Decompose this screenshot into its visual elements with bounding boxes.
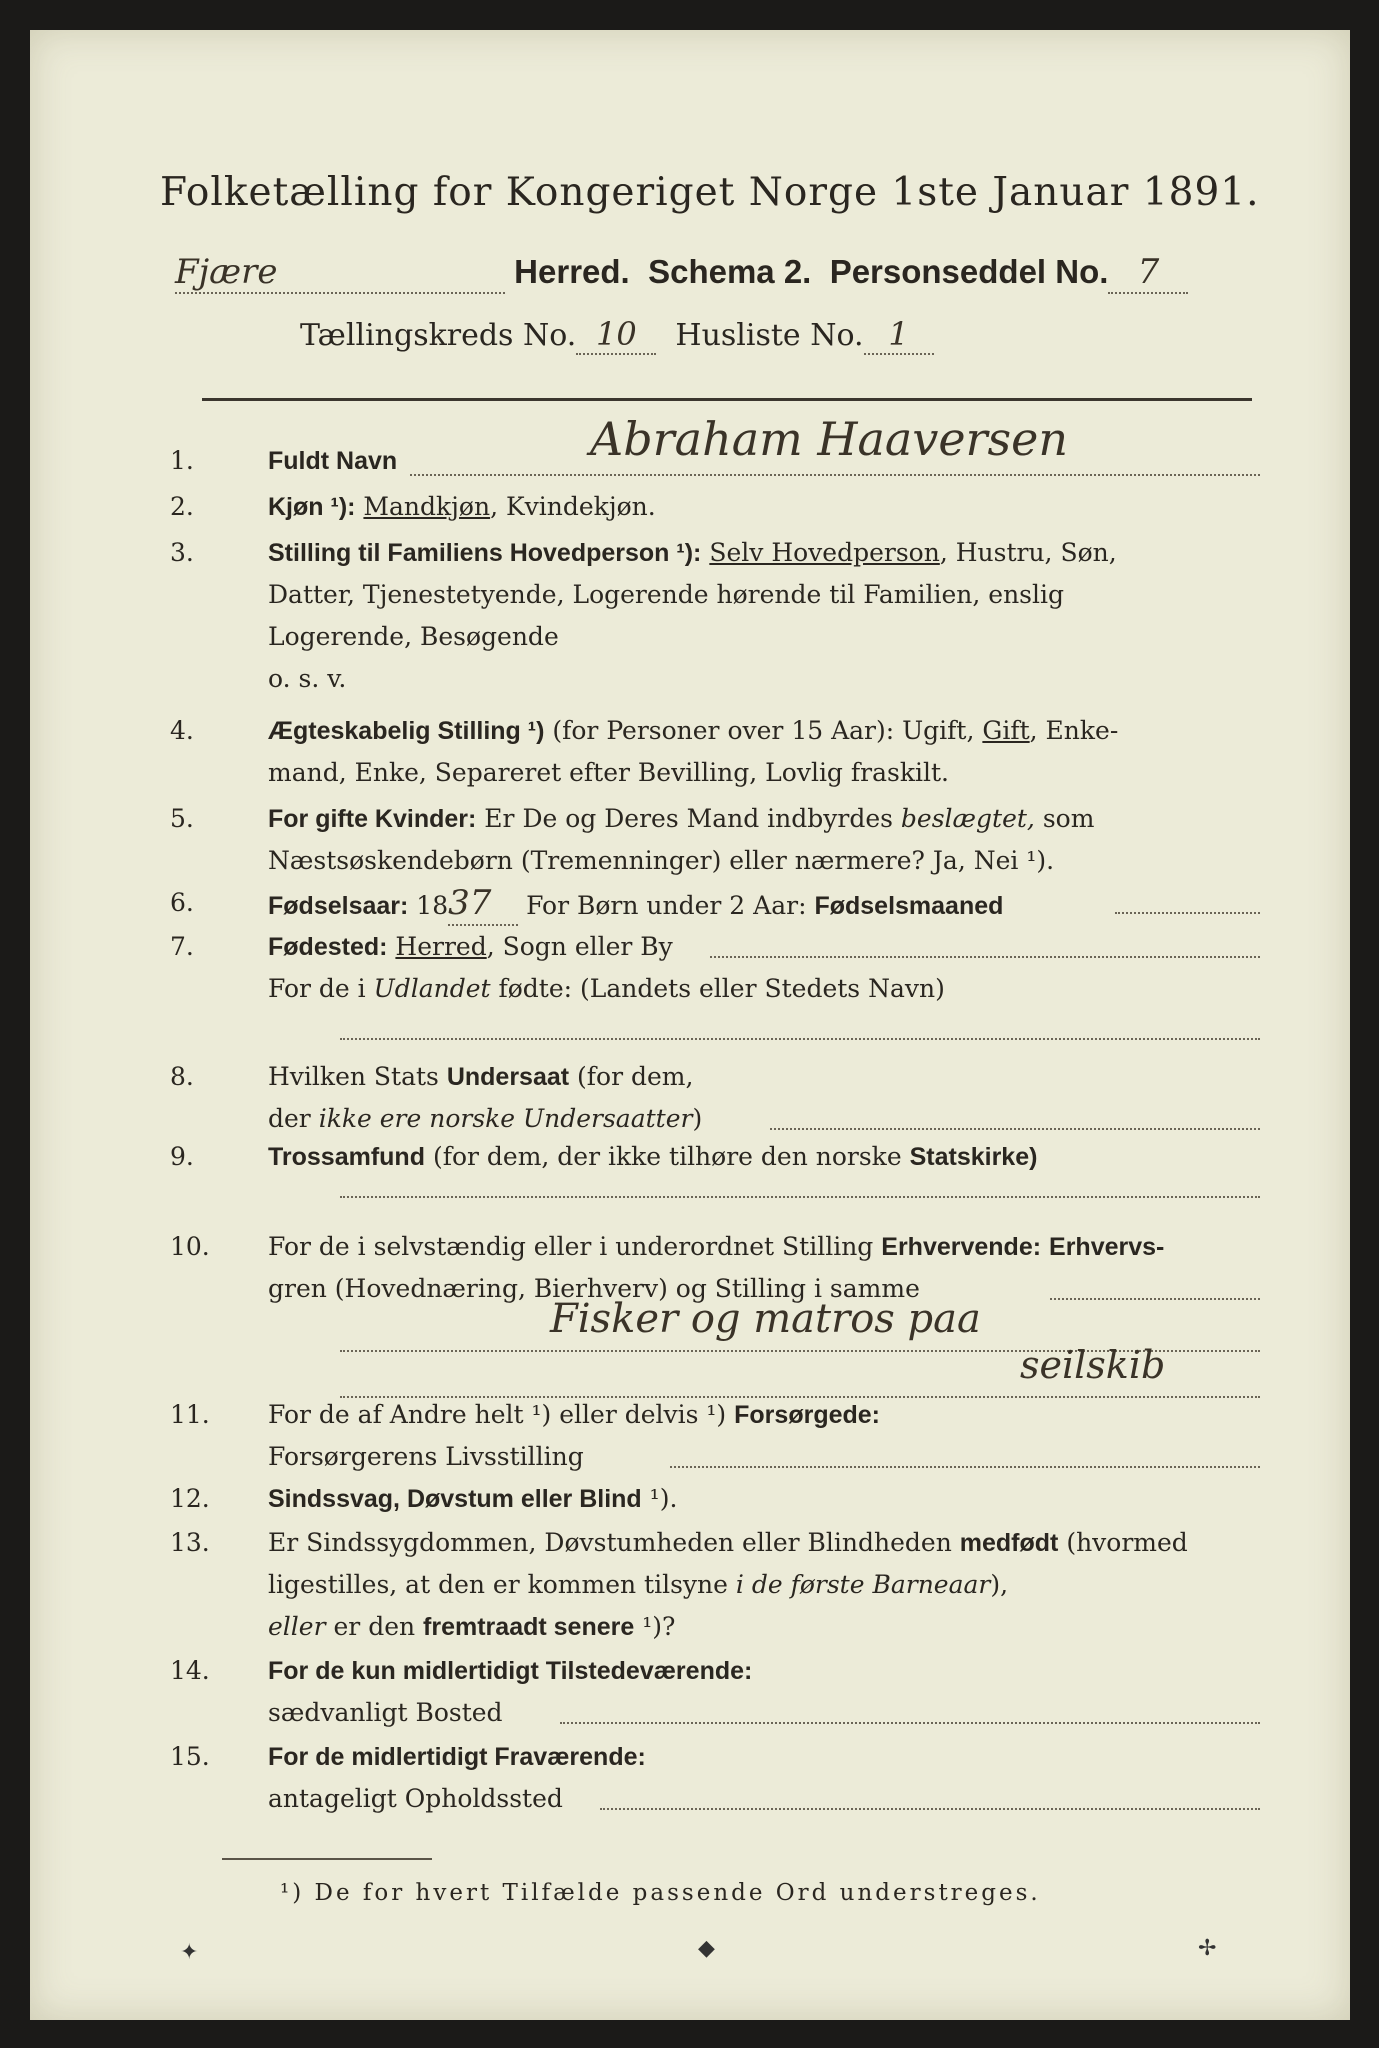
item-text: mand, Enke, Separeret efter Bevilling, Lovlig fraskilt.	[268, 758, 949, 787]
item-text: (for dem,	[577, 1062, 694, 1091]
fill-line	[600, 1808, 1260, 1810]
item-text: ikke ere norske Undersaatter	[318, 1104, 693, 1133]
role-underlined: Selv Hovedperson	[709, 538, 940, 567]
fill-line	[1050, 1298, 1260, 1300]
herred-row	[175, 252, 1188, 294]
kreds-row	[300, 315, 934, 355]
herred-value: Fjære	[175, 252, 505, 294]
item-text: der	[268, 1104, 311, 1133]
item-label: Er Sindssygdommen, Døvstumheden eller Blindheden	[268, 1528, 952, 1557]
item-number: 8.	[170, 1062, 194, 1091]
occupation-value-line2: seilskib	[1020, 1343, 1166, 1387]
item-text: i de første Barneaar	[735, 1570, 991, 1599]
form-title: Folketælling for Kongeriget Norge 1ste Januar 1891.	[160, 170, 1260, 215]
fill-line	[710, 956, 1260, 958]
item-number: 11.	[170, 1400, 210, 1429]
occupation-value: Fisker og matros paa	[550, 1296, 981, 1342]
item-number: 3.	[170, 538, 194, 567]
item-text: gren (Hovednæring, Bierhverv) og Stilling i samme	[268, 1274, 920, 1303]
item-label: Hvilken Stats	[268, 1062, 439, 1091]
item-label: For de i selvstændig eller i underordnet Stilling	[268, 1232, 874, 1261]
birth-year-value: 37	[448, 882, 518, 926]
footnote: ¹) De for hvert Tilfælde passende Ord understreges.	[280, 1880, 1041, 1906]
footnote-divider	[222, 1858, 432, 1860]
item-text: For Børn under 2 Aar:	[526, 891, 807, 920]
fill-line	[770, 1128, 1260, 1130]
item-text: ¹).	[641, 1484, 678, 1513]
birthplace-underlined: Herred	[395, 932, 487, 961]
corner-mark-icon: ✢	[1198, 1936, 1217, 1961]
item-text: er den	[333, 1612, 416, 1641]
item-label: For de af Andre helt ¹) eller delvis ¹)	[268, 1400, 727, 1429]
item-text: fødte: (Landets eller Stedets Navn)	[498, 974, 945, 1003]
item-text: eller	[268, 1612, 326, 1641]
item-text: Erhvervende:	[881, 1233, 1042, 1261]
husliste-value: 1	[864, 315, 934, 355]
item-label: Fødested:	[268, 933, 388, 961]
fill-line	[340, 1196, 1260, 1198]
item-number: 13.	[170, 1528, 210, 1557]
item-text: fremtraadt senere	[423, 1613, 635, 1641]
item-text: , Sogn eller By	[486, 932, 673, 961]
item-label: Sindssvag, Døvstum eller Blind	[268, 1485, 642, 1513]
gender-male-underlined: Mandkjøn	[363, 492, 491, 521]
item-number: 1.	[170, 446, 194, 475]
herred-label: Herred.	[514, 253, 630, 290]
item-text: Datter, Tjenestetyende, Logerende hørende til Familien, enslig	[268, 580, 1065, 609]
married-underlined: Gift	[982, 716, 1030, 745]
item-text: medfødt	[959, 1529, 1059, 1557]
item-number: 2.	[170, 492, 194, 521]
item-text: Næstsøskendebørn (Tremenninger) eller nærmere? Ja, Nei ¹).	[268, 846, 1055, 875]
husliste-label: Husliste No.	[675, 318, 864, 353]
item-text: , Hustru, Søn,	[939, 538, 1117, 567]
item-text: For de i	[268, 974, 366, 1003]
item-text: Erhvervs-	[1049, 1233, 1165, 1261]
item-label: Stilling til Familiens Hovedperson ¹):	[268, 539, 702, 567]
item-text: beslægtet,	[900, 804, 1035, 833]
item-text: som	[1042, 804, 1095, 833]
item-text: , Enke-	[1029, 716, 1119, 745]
item-label: Ægteskabelig Stilling ¹)	[268, 717, 545, 745]
item-label: Fuldt Navn	[268, 447, 398, 475]
item-text: antageligt Opholdssted	[268, 1784, 563, 1813]
item-text: ¹)?	[634, 1612, 676, 1641]
item-label: Trossamfund	[268, 1143, 425, 1171]
item-text: 18	[416, 891, 449, 920]
item-label: Fødselsaar:	[268, 892, 409, 920]
item-text: )	[692, 1104, 703, 1133]
item-text: Er De og Deres Mand indbyrdes	[484, 804, 893, 833]
item-number: 7.	[170, 932, 194, 961]
item-label: Kjøn ¹):	[268, 493, 356, 521]
item-text: , Kvindekjøn.	[490, 492, 656, 521]
item-number: 6.	[170, 888, 194, 917]
census-form-sheet	[30, 30, 1350, 2020]
item-text: Fødselsmaaned	[814, 892, 1004, 920]
item-text: o. s. v.	[268, 664, 347, 693]
item-label: For de kun midlertidigt Tilstedeværende:	[268, 1657, 753, 1685]
item-text: Statskirke)	[909, 1143, 1038, 1171]
item-text: sædvanligt Bosted	[268, 1698, 503, 1727]
item-text: (for dem, der ikke tilhøre den norske	[432, 1142, 902, 1171]
personseddel-value: 7	[1108, 252, 1188, 294]
item-label: For gifte Kvinder:	[268, 805, 477, 833]
item-text: ),	[990, 1570, 1009, 1599]
item-number: 5.	[170, 804, 194, 833]
item-text: (hvormed	[1066, 1528, 1188, 1557]
item-number: 15.	[170, 1742, 210, 1771]
header-divider	[202, 398, 1252, 401]
full-name-value: Abraham Haaversen	[590, 412, 1068, 466]
item-number: 4.	[170, 716, 194, 745]
item-text: Undersaat	[446, 1063, 570, 1091]
corner-mark-icon: ✦	[180, 1940, 199, 1965]
item-text: (for Personer over 15 Aar): Ugift,	[552, 716, 975, 745]
item-label: For de midlertidigt Fraværende:	[268, 1743, 646, 1771]
center-mark-icon: ◆	[698, 1936, 715, 1961]
item-text: Logerende, Besøgende	[268, 622, 559, 651]
schema-label: Schema 2.	[648, 253, 812, 290]
fill-line	[1115, 912, 1260, 914]
personseddel-label: Personseddel No.	[829, 253, 1109, 290]
item-text: Udlandet	[373, 974, 491, 1003]
item-text: ligestilles, at den er kommen tilsyne	[268, 1570, 728, 1599]
item-number: 9.	[170, 1142, 194, 1171]
fill-line	[560, 1722, 1260, 1724]
fill-line	[670, 1466, 1260, 1468]
item-text: Forsørgede:	[734, 1401, 880, 1429]
item-number: 10.	[170, 1232, 210, 1261]
fill-line	[410, 474, 1260, 476]
kreds-label: Tællingskreds No.	[300, 318, 577, 353]
fill-line	[340, 1038, 1260, 1040]
item-number: 12.	[170, 1484, 210, 1513]
kreds-value: 10	[576, 315, 656, 355]
item-text: Forsørgerens Livsstilling	[268, 1442, 584, 1471]
item-number: 14.	[170, 1656, 210, 1685]
